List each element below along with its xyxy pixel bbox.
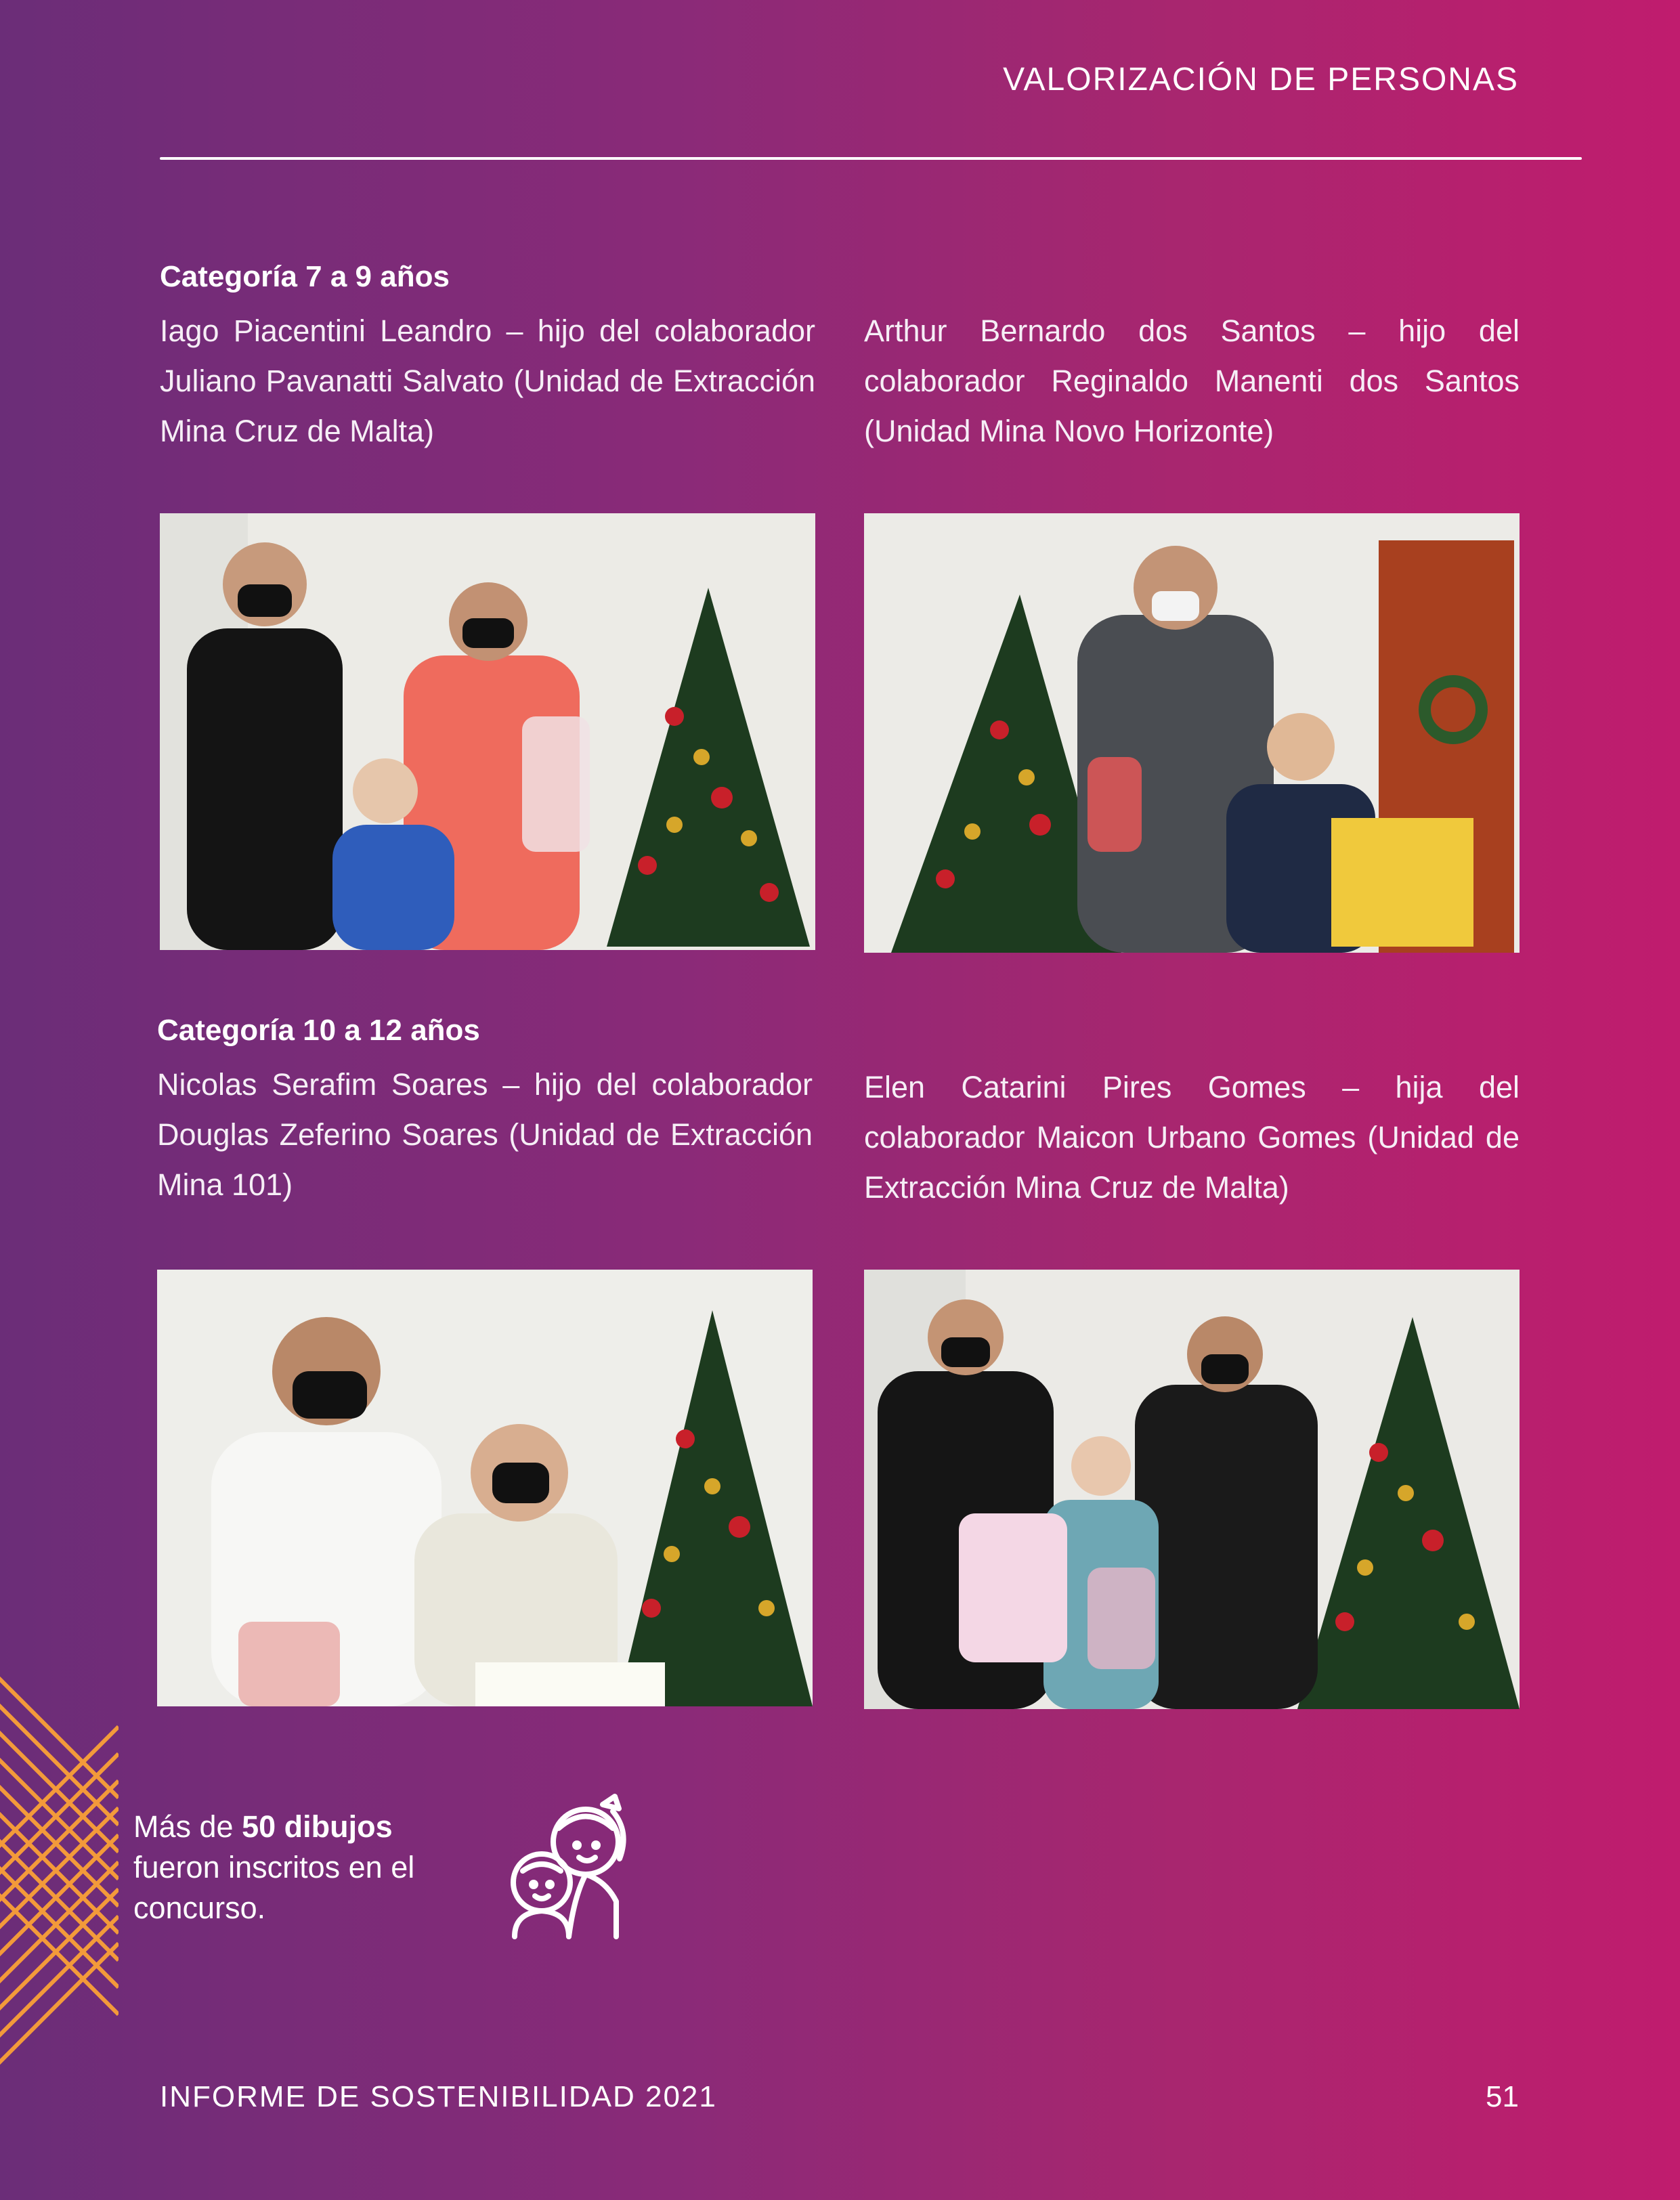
drawings-stat: [133, 1807, 486, 1928]
photo-winner-nicolas: [157, 1270, 813, 1706]
children-icon: [501, 1784, 643, 1940]
page-number: 51: [1486, 2080, 1519, 2113]
section-title: VALORIZACIÓN DE PERSONAS: [1003, 62, 1519, 98]
category-heading-7-9: Categoría 7 a 9 años: [160, 260, 450, 293]
photo-winner-elen: [864, 1270, 1520, 1709]
stat-highlight: 50 dibujos: [242, 1809, 393, 1844]
photo-winner-arthur: [864, 513, 1520, 953]
stat-prefix: Más de: [133, 1809, 242, 1844]
category-heading-10-12: Categoría 10 a 12 años: [157, 1014, 480, 1047]
report-title: INFORME DE SOSTENIBILIDAD 2021: [160, 2080, 717, 2113]
stat-suffix: fueron inscritos en el concurso.: [133, 1850, 415, 1925]
header-divider: [160, 157, 1582, 160]
winner-description: Iago Piacentini Leandro – hijo del colaborador Juliano Pavanatti Salvato (Unidad de Extracción Mina Cruz de Malta): [160, 314, 815, 448]
photo-winner-iago: [160, 513, 815, 950]
winner-description: Elen Catarini Pires Gomes – hija del colaborador Maicon Urbano Gomes (Unidad de Extracción Mina Cruz de Malta): [864, 1070, 1520, 1205]
winner-description: Arthur Bernardo dos Santos – hijo del colaborador Reginaldo Manenti dos Santos (Unidad Mina Novo Horizonte): [864, 314, 1520, 448]
winner-description: Nicolas Serafim Soares – hijo del colaborador Douglas Zeferino Soares (Unidad de Extracción Mina 101): [157, 1067, 813, 1202]
decorative-stripes: [0, 1625, 119, 2086]
